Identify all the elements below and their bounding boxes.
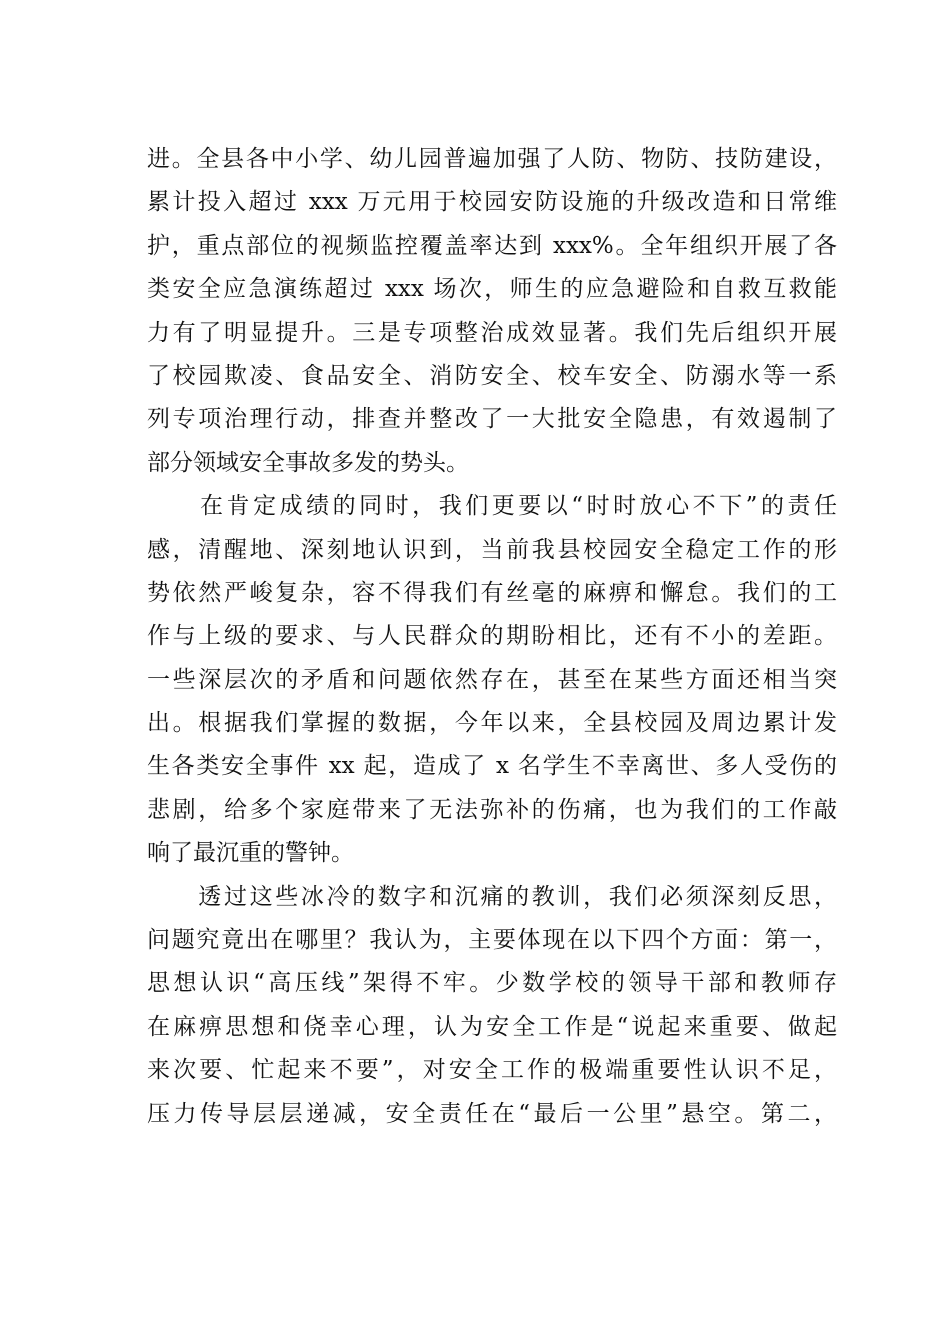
paragraph-start-line: 在肯定成绩的同时，我们更要以“时时放心不下”的责任 [147,493,837,520]
text-line: 累计投入超过 xxx 万元用于校园安防设施的升级改造和日常维 [147,189,837,216]
text-line: 思想认识“高压线”架得不牢。少数学校的领导干部和教师存 [147,970,837,997]
text-line: 压力传导层层递减，安全责任在“最后一公里”悬空。第二， [147,1100,837,1127]
text-line: 问题究竟出在哪里？我认为，主要体现在以下四个方面：第一， [147,927,837,954]
text-line: 进。全县各中小学、幼儿园普遍加强了人防、物防、技防建设， [147,146,837,172]
paragraph-start-line: 透过这些冰冷的数字和沉痛的教训，我们必须深刻反思， [147,883,837,910]
text-line: 势依然严峻复杂，容不得我们有丝毫的麻痹和懈怠。我们的工 [147,579,837,606]
text-line: 类安全应急演练超过 xxx 场次，师生的应急避险和自救互救能 [147,276,837,303]
paragraph-end-line: 响了最沉重的警钟。 [147,840,354,867]
text-line: 护，重点部位的视频监控覆盖率达到 xxx%。全年组织开展了各 [147,232,837,259]
paragraph-end-line: 部分领域安全事故多发的势头。 [147,449,469,476]
text-line: 生各类安全事件 xx 起，造成了 x 名学生不幸离世、多人受伤的 [147,753,837,780]
text-line: 来次要、忙起来不要”，对安全工作的极端重要性认识不足， [147,1057,837,1084]
text-line: 在麻痹思想和侥幸心理，认为安全工作是“说起来重要、做起 [147,1013,837,1040]
text-line: 感，清醒地、深刻地认识到，当前我县校园安全稳定工作的形 [147,536,837,563]
body-text [147,138,837,1136]
text-line: 悲剧，给多个家庭带来了无法弥补的伤痛，也为我们的工作敲 [147,796,837,823]
text-line: 一些深层次的矛盾和问题依然存在，甚至在某些方面还相当突 [147,666,837,693]
text-line: 列专项治理行动，排查并整改了一大批安全隐患，有效遏制了 [147,406,837,433]
text-line: 了校园欺凌、食品安全、消防安全、校车安全、防溺水等一系 [147,362,837,389]
text-line: 出。根据我们掌握的数据，今年以来，全县校园及周边累计发 [147,710,837,737]
text-line: 作与上级的要求、与人民群众的期盼相比，还有不小的差距。 [147,623,837,650]
text-line: 力有了明显提升。三是专项整治成效显著。我们先后组织开展 [147,319,837,346]
